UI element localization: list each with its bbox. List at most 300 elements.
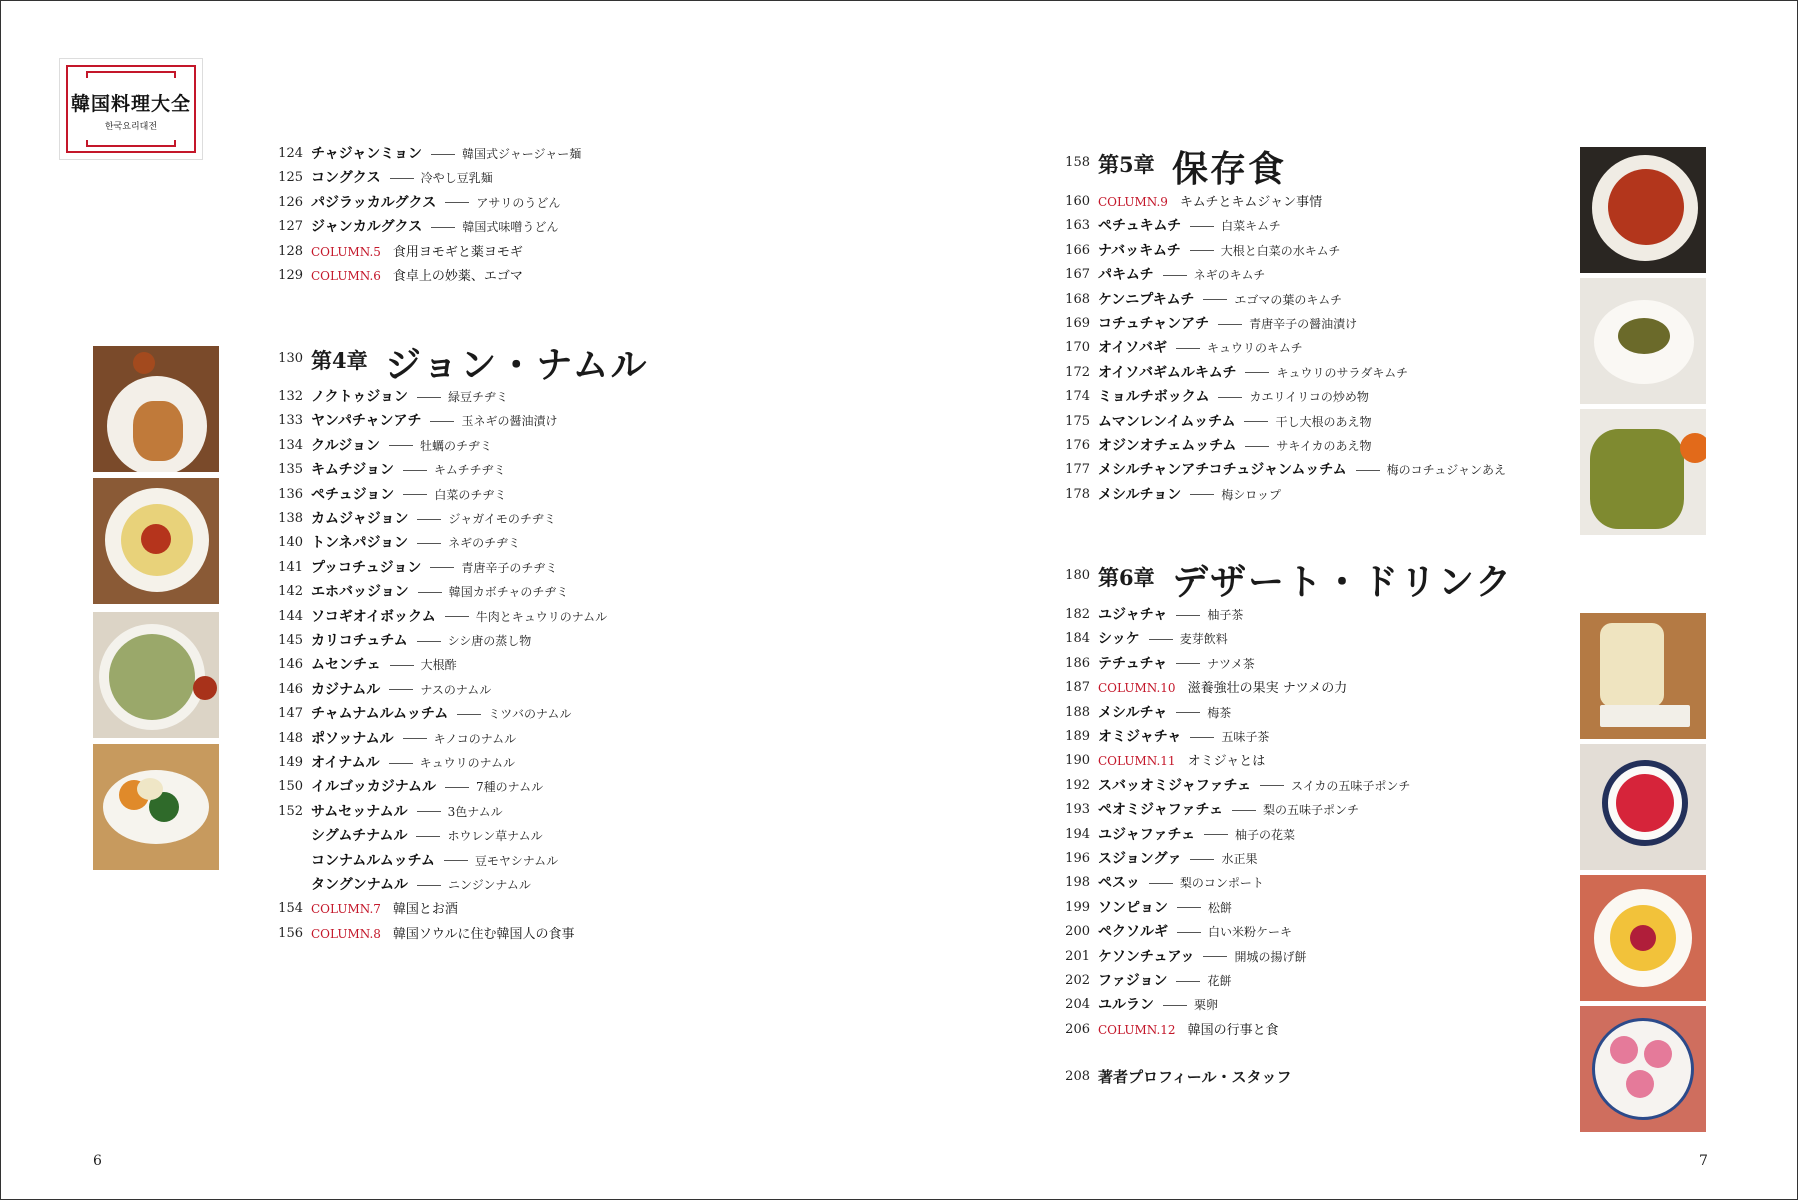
leader-dash — [1244, 421, 1268, 422]
entry-description: 白い米粉ケーキ — [1208, 925, 1293, 940]
entry-title: ペオミジャファチェ — [1098, 802, 1224, 819]
entry-description: 白菜のチヂミ — [434, 487, 507, 502]
page-number-ref: 194 — [1065, 826, 1090, 842]
entry-body — [311, 898, 458, 921]
leader-dash — [1218, 324, 1242, 325]
entry-title: シッケ — [1098, 631, 1140, 648]
column-label: COLUMN.12 — [1098, 1022, 1176, 1037]
column-label: COLUMN.6 — [311, 269, 381, 283]
entry-body — [311, 459, 506, 481]
page-number-ref: 167 — [1065, 267, 1090, 283]
entry-description: 栗卵 — [1194, 998, 1219, 1013]
page-number-left: 6 — [93, 1153, 102, 1169]
leader-dash — [1190, 250, 1214, 251]
entry-body — [311, 167, 493, 189]
entry-title: ミョルチボックム — [1098, 389, 1210, 406]
entry-description: アサリのうどん — [476, 195, 561, 210]
entry-description: 梅のコチュジャンあえ — [1386, 463, 1506, 478]
entry-body — [1098, 824, 1295, 846]
chapter-page-number: 180 — [1065, 568, 1090, 583]
entry-description: 梨のコンポート — [1179, 876, 1264, 891]
kimchi-photo — [1580, 147, 1706, 273]
page-number-ref: 193 — [1065, 802, 1090, 818]
entry-body — [311, 386, 508, 408]
entry-title: ペチュジョン — [311, 486, 395, 503]
entry-body — [311, 801, 503, 823]
entry-body — [311, 776, 543, 798]
entry-description: 3色ナムル — [447, 804, 503, 819]
leader-dash — [1176, 981, 1200, 982]
page-number-ref: 141 — [278, 559, 303, 575]
page-number-ref: 172 — [1065, 364, 1090, 380]
namul-photo — [93, 744, 219, 870]
page-number-ref: 208 — [1065, 1069, 1090, 1084]
entry-description: 豆モヤシナムル — [474, 853, 559, 868]
leader-dash — [431, 227, 455, 228]
page-number-ref: 146 — [278, 657, 303, 673]
entry-title: キムチジョン — [311, 462, 395, 479]
leader-dash — [457, 714, 481, 715]
column-title: キムチとキムジャン事情 — [1179, 195, 1323, 210]
entry-body — [1098, 726, 1269, 748]
page-number-ref: 169 — [1065, 316, 1090, 331]
entry-body — [311, 143, 581, 165]
entry-description: 梅茶 — [1207, 705, 1232, 720]
entry-title: メシルチャンアチコチュジャンムッチム — [1098, 462, 1347, 479]
leader-dash — [417, 885, 441, 886]
entry-title: カムジャジョン — [311, 511, 409, 527]
column-title: 食卓上の妙薬、エゴマ — [392, 269, 523, 284]
column-label: COLUMN.8 — [311, 926, 381, 941]
page-number-ref: 142 — [278, 584, 303, 600]
entry-title: 著者プロフィール・スタッフ — [1098, 1068, 1292, 1086]
entry-description: 開城の揚げ餅 — [1234, 949, 1307, 964]
leader-dash — [1245, 446, 1269, 447]
page-number-ref: 136 — [278, 486, 303, 502]
page-number-ref: 125 — [278, 170, 303, 186]
leader-dash — [1176, 348, 1200, 349]
page-number-ref: 140 — [278, 535, 303, 551]
page-number-ref: 198 — [1065, 875, 1090, 891]
page-number-ref: 128 — [278, 243, 303, 259]
page-number-ref: 196 — [1065, 851, 1090, 866]
chapter-label: 第6章 — [1098, 565, 1155, 590]
chapter-label: 第5章 — [1098, 152, 1155, 177]
page-number-ref: 200 — [1065, 924, 1090, 940]
page-number-ref: 147 — [278, 706, 303, 722]
entry-title: ペチュキムチ — [1098, 218, 1182, 235]
page-number-ref: 176 — [1065, 438, 1090, 453]
page-number-ref: 188 — [1065, 704, 1090, 720]
entry-body — [1098, 604, 1243, 626]
entry-body — [311, 532, 520, 554]
page-number-ref: 132 — [278, 389, 303, 404]
entry-description: 冷やし豆乳麺 — [420, 171, 493, 186]
entry-body — [311, 265, 523, 288]
leader-dash — [430, 567, 454, 568]
entry-description: 柚子の花菜 — [1235, 827, 1296, 842]
entry-description: 韓国式味噌うどん — [462, 220, 559, 235]
entry-title: メシルチョン — [1098, 486, 1182, 503]
page-number-ref: 135 — [278, 462, 303, 478]
page-number-ref: 145 — [278, 633, 303, 648]
page-number-ref: 206 — [1065, 1021, 1090, 1037]
page-number-ref: 133 — [278, 413, 303, 429]
entry-body — [311, 850, 558, 872]
entry-title: カジナムル — [311, 681, 381, 698]
citron-tea-photo — [1580, 613, 1706, 739]
entry-body — [1098, 240, 1340, 262]
entry-body — [1098, 653, 1255, 675]
entry-description: 花餅 — [1207, 974, 1232, 988]
page-number-ref: 177 — [1065, 462, 1090, 478]
page-number-ref: 186 — [1065, 655, 1090, 671]
column-label: COLUMN.7 — [311, 902, 381, 917]
entry-body — [1098, 362, 1408, 384]
entry-body — [311, 654, 457, 676]
leader-dash — [1232, 810, 1256, 811]
entry-title: クルジョン — [311, 437, 380, 454]
leader-dash — [390, 665, 414, 666]
entry-description: ミツバのナムル — [488, 707, 572, 722]
entry-body — [1098, 628, 1228, 650]
page-number-ref: 152 — [278, 803, 303, 819]
leader-dash — [1176, 663, 1200, 664]
book-logo — [59, 58, 203, 160]
entry-body — [311, 606, 607, 628]
chapter-title: デザート・ドリンク — [1172, 561, 1514, 603]
entry-body — [311, 410, 557, 432]
leader-dash — [389, 763, 413, 764]
entry-title: ヤンパチャンアチ — [311, 413, 422, 430]
column-label: COLUMN.10 — [1098, 681, 1176, 696]
page-number-ref: 192 — [1065, 777, 1090, 793]
entry-body — [311, 241, 523, 264]
entry-description: ナツメ茶 — [1207, 656, 1255, 671]
entry-body — [311, 703, 571, 725]
leader-dash — [1149, 883, 1173, 884]
entry-description: 白菜キムチ — [1221, 219, 1281, 234]
entry-description: 五味子茶 — [1221, 730, 1270, 744]
page-number-ref: 149 — [278, 755, 303, 770]
page-number-ref: 202 — [1065, 973, 1090, 988]
chapter-label: 第4章 — [311, 348, 368, 373]
column-label: COLUMN.11 — [1098, 754, 1176, 769]
page-number-ref: 204 — [1065, 997, 1090, 1013]
entry-title: チャジャンミョン — [311, 146, 423, 162]
entry-body — [311, 508, 556, 530]
page-number-ref: 138 — [278, 511, 303, 526]
entry-body — [1098, 411, 1372, 433]
entry-description: 青唐辛子のチヂミ — [461, 560, 558, 575]
entry-title: ソンピョン — [1098, 899, 1168, 916]
entry-body — [311, 923, 575, 946]
entry-title: オイナムル — [311, 755, 380, 771]
leader-dash — [389, 445, 413, 446]
entry-body — [1098, 313, 1357, 335]
entry-title: プッコチュジョン — [311, 559, 422, 576]
entry-title: コチュチャンアチ — [1098, 316, 1210, 332]
entry-description: 柚子茶 — [1207, 608, 1244, 622]
entry-title: ユルラン — [1098, 997, 1154, 1014]
leader-dash — [417, 641, 441, 642]
page-number-ref: 148 — [278, 730, 303, 746]
entry-title: タングンナムル — [311, 877, 409, 893]
leader-dash — [1203, 956, 1227, 957]
entry-body — [1098, 484, 1281, 506]
page-number-ref: 163 — [1065, 218, 1090, 234]
page-number-ref: 160 — [1065, 194, 1090, 209]
entry-description: 韓国カボチャのチヂミ — [448, 585, 569, 600]
entry-body — [1098, 191, 1322, 214]
page-number-ref: 199 — [1065, 899, 1090, 915]
entry-body — [1098, 677, 1347, 700]
column-title: 韓国ソウルに住む韓国人の食事 — [392, 926, 575, 942]
entry-body — [311, 557, 557, 579]
leader-dash — [431, 154, 455, 155]
entry-title: コングクス — [311, 170, 381, 187]
leader-dash — [403, 470, 427, 471]
page-number-ref: 174 — [1065, 389, 1090, 405]
leader-dash — [1163, 275, 1187, 276]
entry-description: 干し大根のあえ物 — [1275, 414, 1372, 429]
page-number-ref: 175 — [1065, 413, 1090, 429]
leader-dash — [1190, 494, 1214, 495]
leader-dash — [430, 421, 454, 422]
page-number-ref: 178 — [1065, 486, 1090, 502]
leader-dash — [1260, 785, 1284, 786]
logo-title: 韓国料理大全 — [70, 93, 191, 115]
entry-body — [311, 679, 491, 701]
page-number-ref: 184 — [1065, 631, 1090, 647]
entry-description: ネギのキムチ — [1193, 268, 1266, 283]
entry-body — [311, 825, 543, 847]
entry-description: キュウリのサラダキムチ — [1276, 365, 1408, 380]
entry-title: ペスッ — [1098, 875, 1140, 892]
entry-description: 麦芽飲料 — [1179, 632, 1228, 647]
leader-dash — [1204, 834, 1228, 835]
page-number-ref: 154 — [278, 901, 303, 917]
page-number-ref: 170 — [1065, 340, 1090, 356]
leader-dash — [445, 202, 469, 203]
entry-body — [1098, 1019, 1279, 1042]
entry-description: ネギのチヂミ — [448, 536, 521, 551]
entry-body — [1098, 215, 1281, 237]
entry-body — [1098, 897, 1232, 919]
leader-dash — [1245, 372, 1269, 373]
leader-dash — [417, 811, 441, 812]
leader-dash — [1177, 907, 1201, 908]
flower-rice-cake-photo — [1580, 1006, 1706, 1132]
entry-title: ペクソルギ — [1098, 924, 1168, 941]
leader-dash — [444, 860, 468, 861]
leader-dash — [445, 787, 469, 788]
entry-title: ケンニプキムチ — [1098, 291, 1195, 308]
entry-body — [1098, 702, 1231, 724]
entry-title: ポソッナムル — [311, 730, 394, 747]
column-title: 韓国とお酒 — [392, 902, 458, 918]
leader-dash — [417, 519, 441, 520]
leader-dash — [403, 494, 427, 495]
leader-dash — [445, 616, 469, 617]
leader-dash — [1203, 299, 1227, 300]
leader-dash — [417, 543, 441, 544]
entry-description: キノコのナムル — [433, 731, 517, 746]
entry-title: ファジョン — [1098, 973, 1168, 989]
entry-description: 緑豆チヂミ — [447, 390, 508, 404]
chapter-title: 保存食 — [1172, 148, 1287, 190]
entry-title: スジョングァ — [1098, 851, 1182, 867]
entry-description: カエリイリコの炒め物 — [1249, 390, 1369, 405]
cucumber-kimchi-jar-photo — [1580, 409, 1706, 535]
entry-title: オミジャチャ — [1098, 729, 1182, 745]
entry-title: パキムチ — [1098, 267, 1154, 284]
page-number-ref: 150 — [278, 779, 303, 795]
entry-title: ノクトゥジョン — [311, 389, 408, 405]
page-number-ref: 144 — [278, 608, 303, 624]
page-number-ref: 129 — [278, 268, 303, 283]
chapter-page-number: 130 — [278, 351, 303, 366]
entry-title: ムマンレンイムッチム — [1098, 413, 1236, 430]
omija-punch-photo — [1580, 744, 1706, 870]
entry-description: 梅シロップ — [1221, 487, 1281, 502]
entry-description: 大根と白菜の水キムチ — [1220, 243, 1341, 258]
entry-description: スイカの五味子ポンチ — [1291, 778, 1411, 793]
entry-title: シグムチナムル — [311, 828, 408, 845]
entry-body — [1098, 775, 1410, 797]
entry-body — [1098, 289, 1342, 311]
entry-title: イルゴッカジナムル — [311, 779, 437, 796]
leader-dash — [1163, 1005, 1187, 1006]
entry-title: ケソンチュアッ — [1098, 948, 1195, 965]
entry-body — [1098, 386, 1369, 408]
leader-dash — [403, 738, 427, 739]
entry-body — [1098, 946, 1306, 968]
leader-dash — [417, 397, 441, 398]
leader-dash — [1176, 712, 1200, 713]
chapter-title: ジョン・ナムル — [385, 344, 649, 386]
leader-dash — [390, 178, 414, 179]
entry-body — [1098, 799, 1359, 821]
entry-body — [311, 192, 560, 214]
entry-body — [1098, 921, 1292, 943]
entry-title: カリコチュチム — [311, 633, 408, 649]
entry-title: ソコギオイボックム — [311, 608, 436, 625]
entry-description: 牡蠣のチヂミ — [419, 438, 492, 453]
entry-description: 玉ネギの醤油漬け — [461, 414, 558, 429]
entry-body — [1098, 750, 1265, 773]
entry-description: 韓国式ジャージャー麺 — [462, 147, 582, 161]
page-number-ref: 134 — [278, 437, 303, 453]
pickled-chili-photo — [1580, 278, 1706, 404]
entry-body — [1098, 872, 1264, 894]
entry-title: オジンオチェムッチム — [1098, 438, 1237, 454]
entry-description: キュウリのナムル — [419, 756, 516, 770]
page-number-right: 7 — [1699, 1153, 1708, 1169]
entry-description: ホウレン草ナムル — [447, 829, 543, 844]
page-number-ref: 182 — [1065, 607, 1090, 622]
entry-title: スバッオミジャファチェ — [1098, 777, 1252, 794]
column-label: COLUMN.9 — [1098, 195, 1168, 209]
entry-description: ニンジンナムル — [448, 878, 531, 892]
entry-description: ジャガイモのチヂミ — [448, 512, 556, 526]
entry-description: エゴマの葉のキムチ — [1234, 292, 1342, 307]
entry-title: ユジャチャ — [1098, 607, 1168, 623]
leader-dash — [1190, 859, 1214, 860]
page-number-ref: 189 — [1065, 729, 1090, 744]
column-title: 韓国の行事と食 — [1187, 1022, 1279, 1038]
entry-title: エホバッジョン — [311, 584, 409, 601]
leader-dash — [418, 592, 442, 593]
entry-description: 水正果 — [1221, 852, 1258, 866]
page-number-ref: 124 — [278, 146, 303, 161]
entry-body — [311, 435, 492, 457]
entry-description: キムチチヂミ — [434, 463, 506, 478]
entry-title: コンナムルムッチム — [311, 852, 435, 869]
leader-dash — [389, 689, 413, 690]
column-title: オミジャとは — [1187, 754, 1266, 770]
entry-body — [311, 216, 558, 238]
scallion-pancake-photo — [93, 612, 219, 738]
logo-subtitle: 한국요리대전 — [104, 122, 158, 132]
page-number-ref: 156 — [278, 925, 303, 941]
column-label: COLUMN.5 — [311, 244, 381, 259]
entry-description: ナスのナムル — [420, 682, 492, 697]
entry-description: シシ唐の蒸し物 — [447, 634, 532, 648]
entry-description: 青唐辛子の醤油漬け — [1249, 317, 1358, 331]
leader-dash — [1356, 470, 1380, 471]
entry-description: 牛肉とキュウリのナムル — [475, 609, 608, 624]
entry-body — [1098, 435, 1372, 457]
entry-title: ジャンカルグクス — [311, 219, 423, 236]
entry-description: 大根酢 — [420, 658, 457, 673]
leader-dash — [1177, 932, 1201, 933]
entry-description: サキイカのあえ物 — [1276, 439, 1372, 453]
entry-title: ムセンチェ — [311, 657, 381, 674]
page-number-ref: 168 — [1065, 291, 1090, 307]
leader-dash — [1149, 639, 1173, 640]
entry-body — [1098, 994, 1218, 1016]
citron-flower-punch-photo — [1580, 875, 1706, 1001]
page-number-ref: 166 — [1065, 242, 1090, 258]
entry-description: 梨の五味子ポンチ — [1263, 803, 1360, 818]
entry-title: テチュチャ — [1098, 655, 1168, 672]
entry-body — [311, 728, 516, 750]
entry-body — [311, 874, 531, 896]
page-number-ref: 187 — [1065, 680, 1090, 696]
column-title: 滋養強壮の果実 ナツメの力 — [1187, 681, 1348, 697]
page-number-ref: 201 — [1065, 948, 1090, 964]
chapter-page-number: 158 — [1065, 155, 1090, 170]
leader-dash — [1190, 226, 1214, 227]
entry-title: サムセッナムル — [311, 803, 408, 820]
leader-dash — [1190, 737, 1214, 738]
page-number-ref: 146 — [278, 681, 303, 697]
entry-title: チャムナムルムッチム — [311, 706, 449, 723]
entry-body — [1098, 337, 1303, 359]
entry-description: キュウリのキムチ — [1207, 341, 1303, 356]
entry-title: パジラッカルグクス — [311, 194, 437, 211]
chijimi-photo — [93, 346, 219, 472]
page-number-ref: 126 — [278, 194, 303, 210]
entry-title: トンネパジョン — [311, 535, 409, 552]
entry-body — [311, 752, 515, 774]
leader-dash — [416, 836, 440, 837]
entry-body — [1098, 848, 1257, 870]
entry-body — [311, 581, 568, 603]
entry-description: 松餅 — [1208, 900, 1233, 915]
entry-title: オイソバギ — [1098, 340, 1168, 357]
